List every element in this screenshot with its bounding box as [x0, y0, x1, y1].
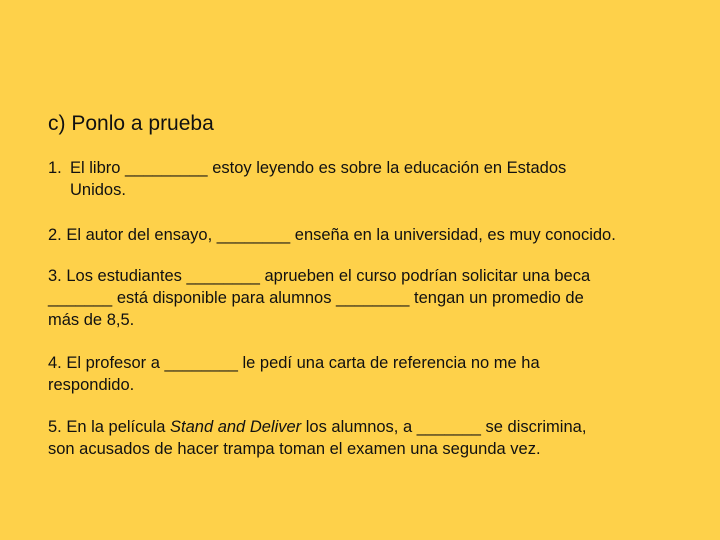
- item-text-line: son acusados de hacer trampa toman el examen una segunda vez.: [48, 440, 541, 458]
- item-text-line: 3. Los estudiantes ________ aprueben el curso podrían solicitar una beca: [48, 267, 591, 285]
- item-text-segment: 5. En la película: [48, 418, 170, 436]
- item-text-line: _______ está disponible para alumnos ________ tengan un promedio de: [48, 289, 584, 307]
- item-text-line: Unidos.: [70, 181, 126, 199]
- item-text-line: 4. El profesor a ________ le pedí una carta de referencia no me ha: [48, 354, 540, 372]
- item-text-line: 2. El autor del ensayo, ________ enseña en la universidad, es muy conocido.: [48, 226, 616, 244]
- film-title: Stand and Deliver: [170, 418, 302, 436]
- section-heading: c) Ponlo a prueba: [48, 112, 214, 135]
- item-text-segment: los alumnos, a _______ se discrimina,: [301, 418, 587, 436]
- item-text-line: respondido.: [48, 376, 135, 394]
- exercise-item-1: [48, 157, 688, 201]
- exercise-item-2: [48, 224, 688, 246]
- exercise-item-4: [48, 352, 688, 396]
- item-text-line: [48, 416, 688, 438]
- exercise-item-3: [48, 265, 688, 331]
- item-text-line: más de 8,5.: [48, 311, 135, 329]
- item-text-line: El libro _________ estoy leyendo es sobre la educación en Estados: [70, 159, 567, 177]
- exercise-item-5: [48, 416, 688, 460]
- item-number: 1.: [48, 159, 62, 177]
